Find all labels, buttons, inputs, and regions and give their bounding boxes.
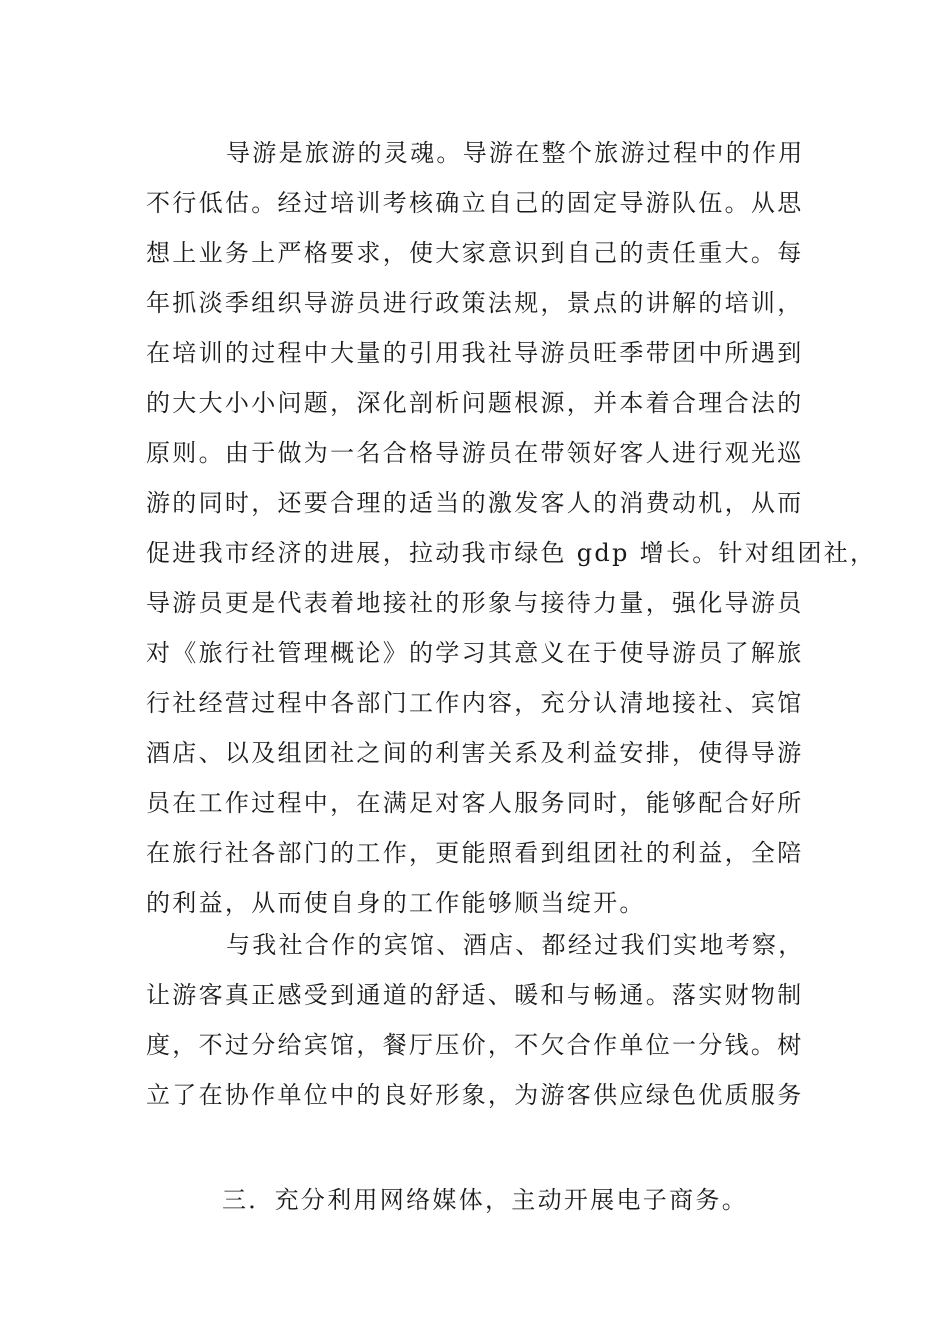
paragraph-line: 在旅行社各部门的工作，更能照看到组团社的利益，全陪 bbox=[146, 839, 804, 867]
paragraph-line: 对《旅行社管理概论》的学习其意义在于使导游员了解旅 bbox=[146, 639, 804, 667]
paragraph-line: 促进我市经济的进展，拉动我市绿色 gdp 增长。针对组团社， bbox=[146, 539, 877, 567]
paragraph-line: 的利益，从而使自身的工作能够顺当绽开。 bbox=[146, 889, 646, 917]
paragraph-tour-guides bbox=[146, 128, 877, 928]
paragraph-line: 度，不过分给宾馆，餐厅压价，不欠合作单位一分钱。树 bbox=[146, 1031, 804, 1059]
paragraph-line: 酒店、以及组团社之间的利害关系及利益安排，使得导游 bbox=[146, 739, 804, 767]
paragraph-line: 员在工作过程中，在满足对客人服务同时，能够配合好所 bbox=[146, 789, 804, 817]
paragraph-line: 导游员更是代表着地接社的形象与接待力量，强化导游员 bbox=[146, 589, 804, 617]
paragraph-line: 让游客真正感受到通道的舒适、暖和与畅通。落实财物制 bbox=[146, 981, 804, 1009]
paragraph-partners bbox=[146, 920, 806, 1120]
paragraph-line: 想上业务上严格要求，使大家意识到自己的责任重大。每 bbox=[146, 239, 804, 267]
paragraph-line: 游的同时，还要合理的适当的激发客人的消费动机，从而 bbox=[146, 489, 804, 517]
paragraph-line: 原则。由于做为一名合格导游员在带领好客人进行观光巡 bbox=[146, 439, 804, 467]
paragraph-line: 立了在协作单位中的良好形象，为游客供应绿色优质服务 bbox=[146, 1081, 804, 1109]
paragraph-line: 不行低估。经过培训考核确立自己的固定导游队伍。从思 bbox=[146, 189, 804, 217]
paragraph-line: 的大大小小问题，深化剖析问题根源，并本着合理合法的 bbox=[146, 389, 804, 417]
paragraph-line: 行社经营过程中各部门工作内容，充分认清地接社、宾馆 bbox=[146, 689, 804, 717]
paragraph-line: 与我社合作的宾馆、酒店、都经过我们实地考察， bbox=[226, 931, 805, 959]
paragraph-line: 导游是旅游的灵魂。导游在整个旅游过程中的作用 bbox=[226, 139, 805, 167]
section-heading: 三．充分利用网络媒体，主动开展电子商务。 bbox=[222, 1186, 748, 1214]
paragraph-line: 在培训的过程中大量的引用我社导游员旺季带团中所遇到 bbox=[146, 339, 804, 367]
paragraph-line: 年抓淡季组织导游员进行政策法规，景点的讲解的培训， bbox=[146, 289, 804, 317]
